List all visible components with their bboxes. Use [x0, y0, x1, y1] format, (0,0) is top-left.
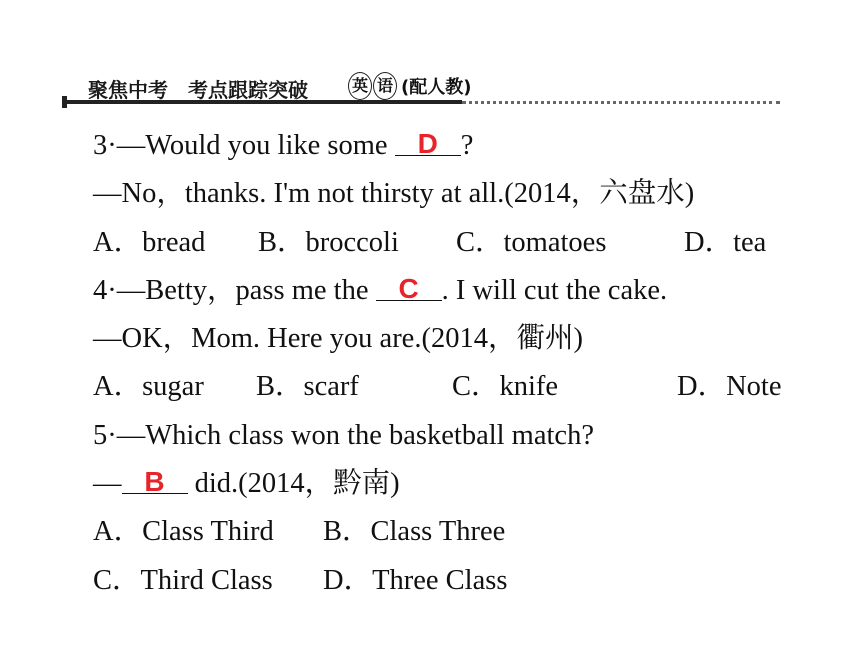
question-5-option-d: D．Three Class: [323, 564, 508, 596]
subject-char-1: 英: [348, 72, 372, 100]
question-4-option-b: B．scarf: [256, 371, 359, 403]
subject-char-2: 语: [373, 72, 397, 100]
question-3-blank: [395, 125, 461, 159]
series-title-left: 聚焦中考: [88, 78, 168, 102]
question-4-option-c: C．knife: [452, 371, 559, 403]
question-5-reply: — B did.(2014，黔南): [93, 462, 833, 510]
question-4-stem: 4·—Betty，pass me the C . I will cut the cake.: [93, 269, 833, 317]
question-4-option-d: D．Note: [677, 371, 782, 403]
header-rule-dotted: [462, 101, 780, 104]
question-4-option-a: A．sugar: [93, 371, 204, 403]
edition-label: (配人教): [401, 77, 472, 98]
question-3-option-c: C．tomatoes: [456, 226, 607, 258]
question-3-number: 3: [93, 130, 108, 161]
question-4-answer: C: [398, 272, 419, 304]
question-3-text: —Would you like some: [116, 130, 395, 161]
question-3-option-b: B．broccoli: [258, 226, 399, 258]
question-3-option-a: A．bread: [93, 226, 206, 258]
question-5-stem: 5·—Which class won the basketball match?: [93, 419, 594, 451]
series-title-right: 考点跟踪突破: [188, 78, 308, 102]
question-list: [93, 124, 833, 607]
question-5-answer: B: [144, 466, 165, 498]
question-3-options: [93, 221, 833, 269]
question-5-option-b: B．Class Three: [323, 516, 506, 548]
question-5-blank: [122, 463, 188, 498]
question-5-option-c: C．Third Class: [93, 564, 273, 596]
question-3-stem: 3·—Would you like some D ?: [93, 124, 833, 172]
question-4-blank: [376, 270, 442, 304]
question-4-text: —Betty，pass me the: [116, 274, 376, 306]
question-5-number: 5: [93, 419, 108, 451]
subject-badge: [348, 70, 471, 102]
page-header: [62, 66, 782, 110]
question-5-reply-text: did.(2014，黔南): [187, 468, 400, 500]
question-3-text-after: ?: [460, 130, 474, 161]
question-4-number: 4: [93, 274, 108, 306]
question-4-options: [93, 365, 833, 413]
question-3-reply: —No，thanks. I'm not thirsty at all.(2014，六盘水): [93, 178, 695, 210]
question-5-option-a: A．Class Third: [93, 516, 274, 548]
question-3-option-d: D．tea: [684, 226, 767, 258]
question-5-text: —Which class won the basketball match?: [116, 419, 594, 451]
question-5-options-row-2: [93, 559, 833, 607]
question-4-reply: —OK，Mom. Here you are.(2014，衢州): [93, 323, 583, 355]
question-4-text-after: . I will cut the cake.: [441, 274, 668, 306]
series-title: [88, 74, 308, 103]
question-5-options-row-1: [93, 510, 833, 558]
question-3-answer: D: [417, 128, 438, 159]
header-rule-solid: [62, 100, 462, 104]
